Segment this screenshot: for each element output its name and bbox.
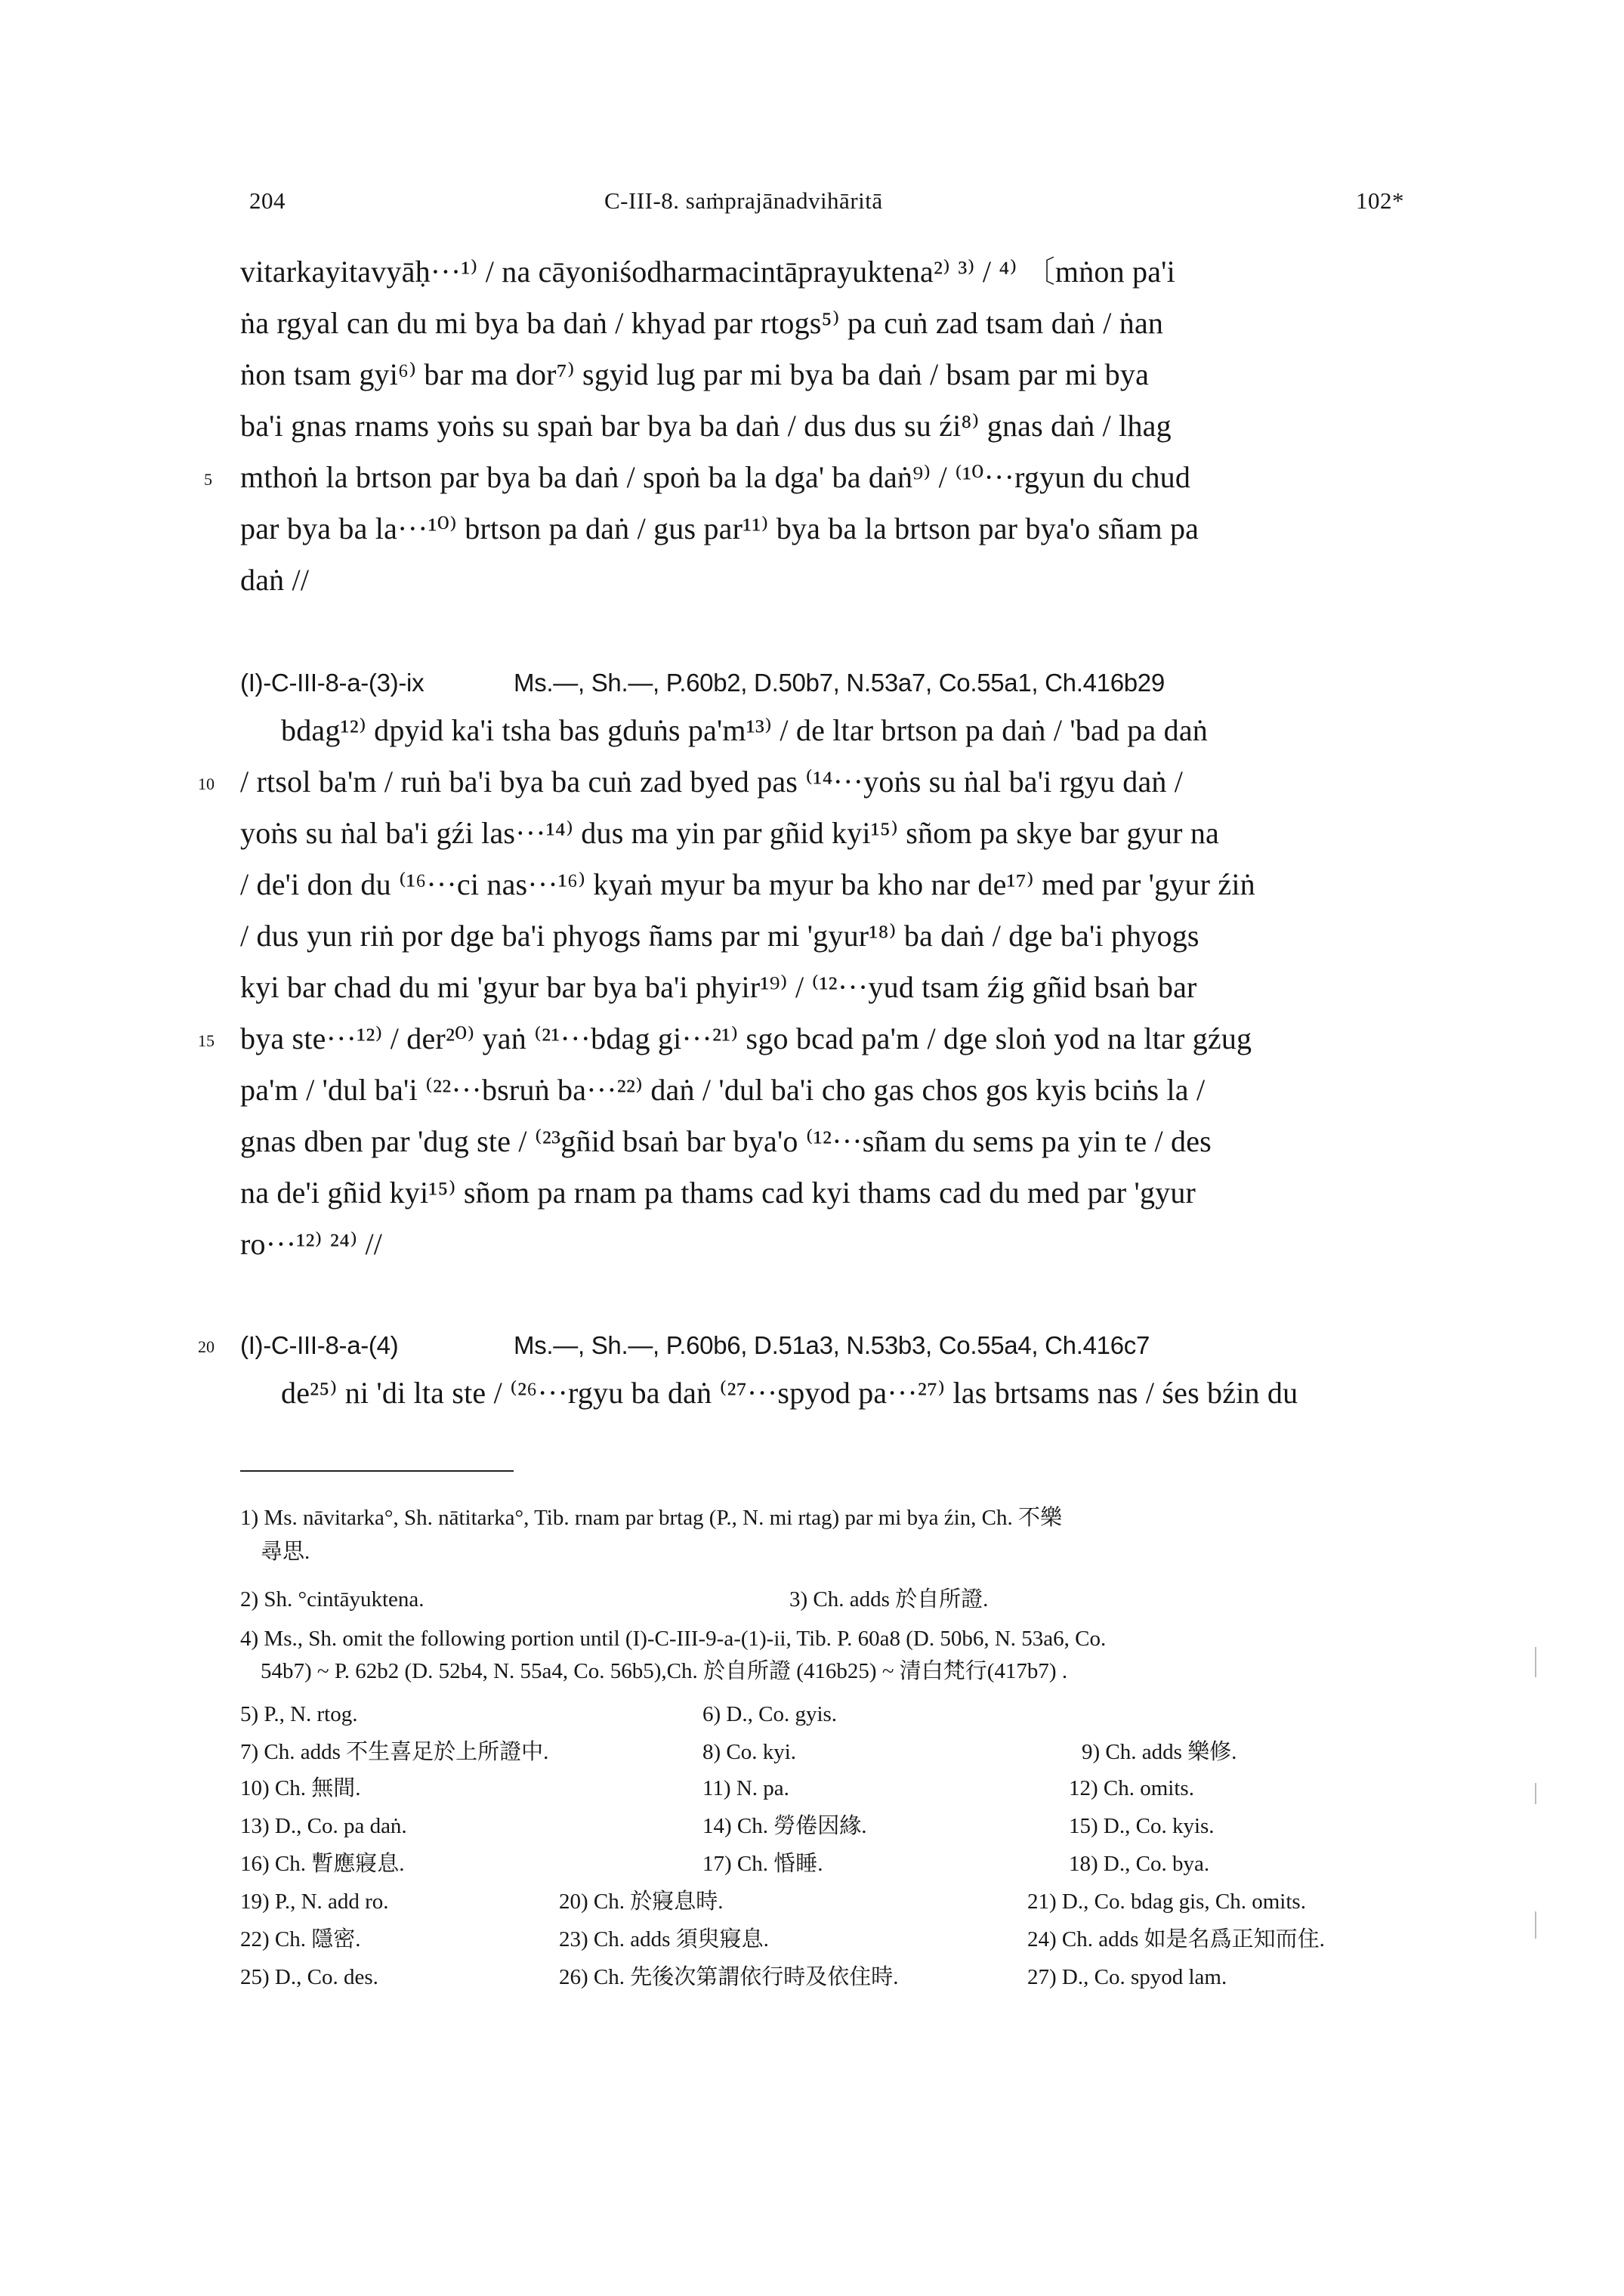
footnote: 24) Ch. adds 如是名爲正知而住. xyxy=(1027,1927,1325,1951)
text-line: ro···¹²⁾ ²⁴⁾ // xyxy=(240,1227,383,1261)
footnote: 25) D., Co. des. xyxy=(240,1965,378,1989)
line-number: 20 xyxy=(198,1337,215,1356)
text-line: / rtsol ba'm / ruṅ ba'i bya ba cuṅ zad byed pas ⁽¹⁴···yoṅs su ṅal ba'i rgyu daṅ / xyxy=(240,765,1184,799)
footnote: 54b7) ~ P. 62b2 (D. 52b4, N. 55a4, Co. 56b5),Ch. 於自所證 (416b25) ~ 清白梵行(417b7) . xyxy=(261,1659,1068,1683)
text-line: ṅa rgyal can du mi bya ba daṅ / khyad par rtogs⁵⁾ pa cuṅ zad tsam daṅ / ṅan xyxy=(240,306,1164,340)
footnote: 8) Co. kyi. xyxy=(702,1740,797,1764)
text-line: / dus yun riṅ por dge ba'i phyogs ñams par mi 'gyur¹⁸⁾ ba daṅ / dge ba'i phyogs xyxy=(240,919,1199,953)
text-line: vitarkayitavyāḥ···¹⁾ / na cāyoniśodharmacintāprayuktena²⁾ ³⁾ / ⁴⁾ 〔mṅon pa'i xyxy=(240,255,1175,289)
footnote: 23) Ch. adds 須臾寢息. xyxy=(559,1927,769,1951)
text-line: yoṅs su ṅal ba'i gźi las···¹⁴⁾ dus ma yin par gñid kyi¹⁵⁾ sñom pa skye bar gyur na xyxy=(240,816,1220,850)
footnote: 20) Ch. 於寢息時. xyxy=(559,1890,724,1914)
footnote: 尋思. xyxy=(261,1540,310,1564)
footnote: 6) D., Co. gyis. xyxy=(702,1702,838,1726)
text-line: ba'i gnas rnams yoṅs su spaṅ bar bya ba daṅ / dus dus su źi⁸⁾ gnas daṅ / lhag xyxy=(240,409,1172,443)
text-line: pa'm / 'dul ba'i ⁽²²···bsruṅ ba···²²⁾ daṅ / 'dul ba'i cho gas chos gos kyis bciṅs la / xyxy=(240,1073,1206,1107)
section-refs: Ms.—, Sh.—, P.60b6, D.51a3, N.53b3, Co.55a4, Ch.416c7 xyxy=(514,1331,1150,1359)
footnote: 13) D., Co. pa daṅ. xyxy=(240,1814,407,1838)
page-number: 204 xyxy=(249,187,286,214)
footnote: 4) Ms., Sh. omit the following portion until (I)-C-III-9-a-(1)-ii, Tib. P. 60a8 (D. 50b6, N. 53a6, Co. xyxy=(240,1627,1107,1651)
text-line: mthoṅ la brtson par bya ba daṅ / spoṅ ba la dga' ba daṅ⁹⁾ / ⁽¹⁰···rgyun du chud xyxy=(240,460,1191,494)
footnote: 3) Ch. adds 於自所證. xyxy=(789,1587,989,1612)
footnote: 19) P., N. add ro. xyxy=(240,1890,389,1914)
footnote: 1) Ms. nāvitarka°, Sh. nātitarka°, Tib. rnam par brtag (P., N. mi rtag) par mi bya źin, Ch. 不樂 xyxy=(240,1506,1062,1530)
line-number: 15 xyxy=(198,1031,215,1050)
text-line: gnas dben par 'dug ste / ⁽²³gñid bsaṅ bar bya'o ⁽¹²···sñam du sems pa yin te / des xyxy=(240,1124,1212,1158)
footnote: 15) D., Co. kyis. xyxy=(1069,1814,1215,1838)
line-number: 10 xyxy=(198,774,215,793)
text-line: bdag¹²⁾ dpyid ka'i tsha bas gduṅs pa'm¹³⁾ / de ltar brtson pa daṅ / 'bad pa daṅ xyxy=(281,713,1209,747)
footnote: 17) Ch. 惛睡. xyxy=(702,1852,823,1876)
text-line: kyi bar chad du mi 'gyur bar bya ba'i phyir¹⁹⁾ / ⁽¹²···yud tsam źig gñid bsaṅ bar xyxy=(240,970,1197,1004)
footnote: 12) Ch. omits. xyxy=(1069,1776,1194,1800)
footnote: 26) Ch. 先後次第謂依行時及依住時. xyxy=(559,1965,899,1989)
section-refs: Ms.—, Sh.—, P.60b2, D.50b7, N.53a7, Co.55a1, Ch.416b29 xyxy=(514,669,1165,697)
scan-edge-mark xyxy=(1535,1783,1536,1804)
text-line: na de'i gñid kyi¹⁵⁾ sñom pa rnam pa thams cad kyi thams cad du med par 'gyur xyxy=(240,1176,1196,1210)
footnote: 11) N. pa. xyxy=(702,1776,789,1800)
text-line: / de'i don du ⁽¹⁶···ci nas···¹⁶⁾ kyaṅ myur ba myur ba kho nar de¹⁷⁾ med par 'gyur źiṅ xyxy=(240,867,1255,901)
footnote-rule xyxy=(240,1470,514,1472)
footnote: 21) D., Co. bdag gis, Ch. omits. xyxy=(1027,1890,1306,1914)
text-line: par bya ba la···¹⁰⁾ brtson pa daṅ / gus par¹¹⁾ bya ba la brtson par bya'o sñam pa xyxy=(240,511,1199,545)
footnote: 27) D., Co. spyod lam. xyxy=(1027,1965,1227,1989)
section-label: (I)-C-III-8-a-(3)-ix xyxy=(240,669,425,697)
text-line: de²⁵⁾ ni 'di lta ste / ⁽²⁶···rgyu ba daṅ ⁽²⁷···spyod pa···²⁷⁾ las brtsams nas / śes bźin du xyxy=(281,1376,1298,1410)
section-label: (I)-C-III-8-a-(4) xyxy=(240,1331,399,1359)
footnote: 10) Ch. 無間. xyxy=(240,1776,361,1800)
line-number: 5 xyxy=(204,470,212,489)
scan-edge-mark xyxy=(1535,1911,1536,1939)
folio-number: 102* xyxy=(1356,187,1404,214)
text-line: daṅ // xyxy=(240,563,310,597)
footnote: 7) Ch. adds 不生喜足於上所證中. xyxy=(240,1740,549,1764)
footnote: 18) D., Co. bya. xyxy=(1069,1852,1210,1876)
text-line: ṅon tsam gyi⁶⁾ bar ma dor⁷⁾ sgyid lug par mi bya ba daṅ / bsam par mi bya xyxy=(240,357,1150,391)
scan-edge-mark xyxy=(1535,1647,1536,1677)
footnote: 5) P., N. rtog. xyxy=(240,1702,358,1726)
text-line: bya ste···¹²⁾ / der²⁰⁾ yaṅ ⁽²¹···bdag gi···²¹⁾ sgo bcad pa'm / dge sloṅ yod na ltar gźug xyxy=(240,1021,1252,1055)
footnote: 22) Ch. 隱密. xyxy=(240,1927,361,1951)
running-title: C-III-8. saṁprajānadvihāritā xyxy=(604,187,883,214)
footnote: 9) Ch. adds 樂修. xyxy=(1082,1740,1237,1764)
footnote: 16) Ch. 暫應寢息. xyxy=(240,1852,405,1876)
footnote: 2) Sh. °cintāyuktena. xyxy=(240,1587,425,1612)
footnote: 14) Ch. 勞倦因緣. xyxy=(702,1814,867,1838)
